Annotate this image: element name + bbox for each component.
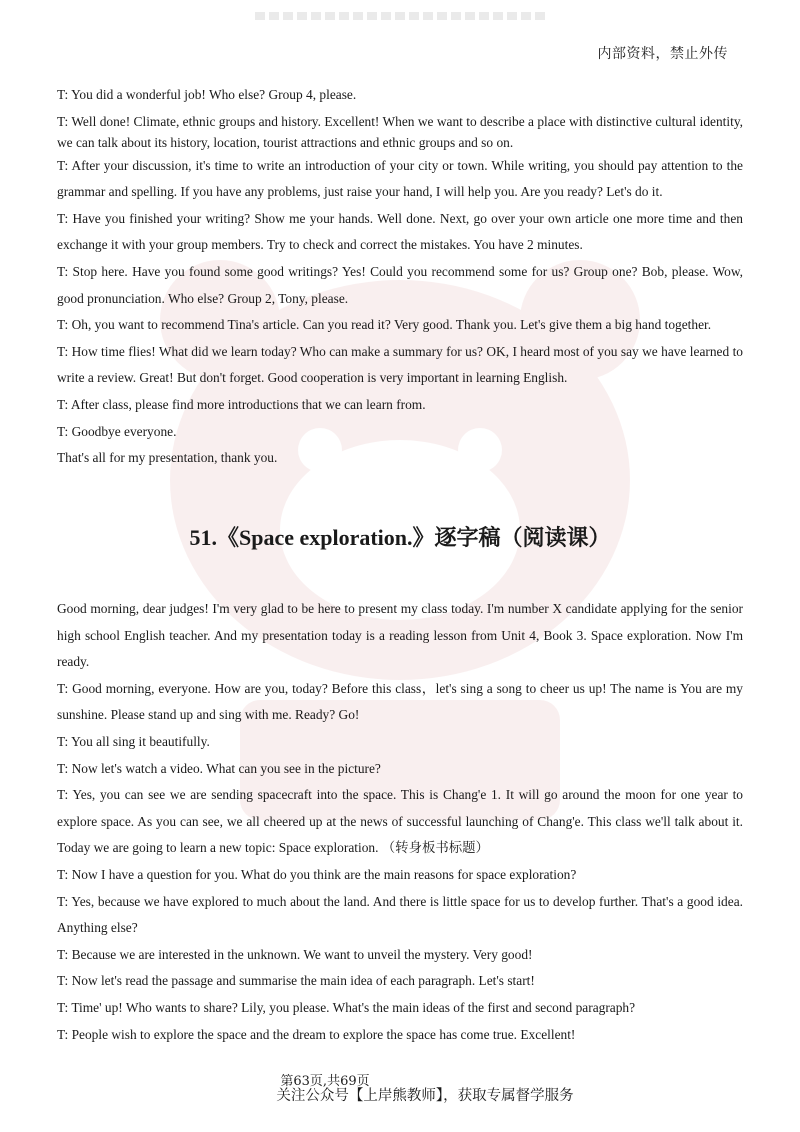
page-footer xyxy=(0,1073,800,1105)
paragraph: Good morning, dear judges! I'm very glad to be here to present my class today. I'm number X candidate applying for the senior high school English teacher. And my presentation today is a reading lesson from Unit 4, Book 3. Space exploration. Now I'm ready. xyxy=(57,601,743,670)
paragraph: T: Now let's watch a video. What can you see in the picture? xyxy=(57,760,381,776)
paragraph: T: Well done! Climate, ethnic groups and history. Excellent! When we want to describe a place with distinctive cultural identity, we can talk about its history, location, tourist attractions and ethnic groups and so on. xyxy=(57,113,743,150)
paragraph: T: Yes, because we have explored to much about the land. And there is little space for us to develop further. That's a good idea. Anything else? xyxy=(57,893,743,936)
paragraph: T: Now let's read the passage and summarise the main idea of each paragraph. Let's start! xyxy=(57,973,535,989)
page-number: 第63页,共69页 xyxy=(280,1074,370,1089)
paragraph: T: Yes, you can see we are sending spacecraft into the space. This is Chang'e 1. It will go around the moon for one year to explore space. As you can see, we all cheered up at the news of successful launching of Chang'e. This class we'll talk about it. Today we are going to learn a new topic: Space exploration. （转身板书标题） xyxy=(57,787,743,856)
paragraph: That's all for my presentation, thank you. xyxy=(57,450,278,466)
paragraph: T: Have you finished your writing? Show me your hands. Well done. Next, go over your own article one more time and then exchange it with your group members. Try to check and correct the mistakes. You have 2 minutes. xyxy=(57,210,743,253)
paragraph: T: People wish to explore the space and the dream to explore the space has come true. Excellent! xyxy=(57,1026,576,1042)
paragraph: T: How time flies! What did we learn today? Who can make a summary for us? OK, I heard most of you say we have learned to write a review. Great! But don't forget. Good cooperation is very important in learning English. xyxy=(57,343,743,386)
paragraph: T: You all sing it beautifully. xyxy=(57,733,210,749)
paragraph: T: Oh, you want to recommend Tina's article. Can you read it? Very good. Thank you. Let's give them a big hand together. xyxy=(57,317,712,333)
paragraph: T: Time' up! Who wants to share? Lily, you please. What's the main ideas of the first and second paragraph? xyxy=(57,999,636,1015)
section-title: 51.《Space exploration.》逐字稿（阅读课） xyxy=(189,525,611,550)
paragraph: T: Because we are interested in the unknown. We want to unveil the mystery. Very good! xyxy=(57,946,533,962)
section-1-transcript xyxy=(57,82,743,472)
section-2-transcript xyxy=(57,596,743,1048)
paragraph: T: Stop here. Have you found some good writings? Yes! Could you recommend some for us? Group one? Bob, please. Wow, good pronunciation. Who else? Group 2, Tony, please. xyxy=(57,263,743,306)
paragraph: T: After class, please find more introductions that we can learn from. xyxy=(57,396,426,412)
paragraph: T: After your discussion, it's time to write an introduction of your city or town. While writing, you should pay attention to the grammar and spelling. If you have any problems, just raise your hand, I will help you. Are you ready? Let's do it. xyxy=(57,157,743,200)
paragraph: T: Good morning, everyone. How are you, today? Before this class，let's sing a song to cheer us up! The name is You are my sunshine. Please stand up and sing with me. Ready? Go! xyxy=(57,680,743,723)
paragraph: T: Now I have a question for you. What do you think are the main reasons for space exploration? xyxy=(57,866,577,882)
internal-material-note: 内部资料，禁止外传 xyxy=(597,46,728,62)
faded-header-text xyxy=(255,12,545,20)
promo-text: 关注公众号【上岸熊教师】，获取专属督学服务 xyxy=(276,1088,574,1104)
paragraph: T: You did a wonderful job! Who else? Group 4, please. xyxy=(57,87,357,102)
paragraph: T: Goodbye everyone. xyxy=(57,423,177,439)
